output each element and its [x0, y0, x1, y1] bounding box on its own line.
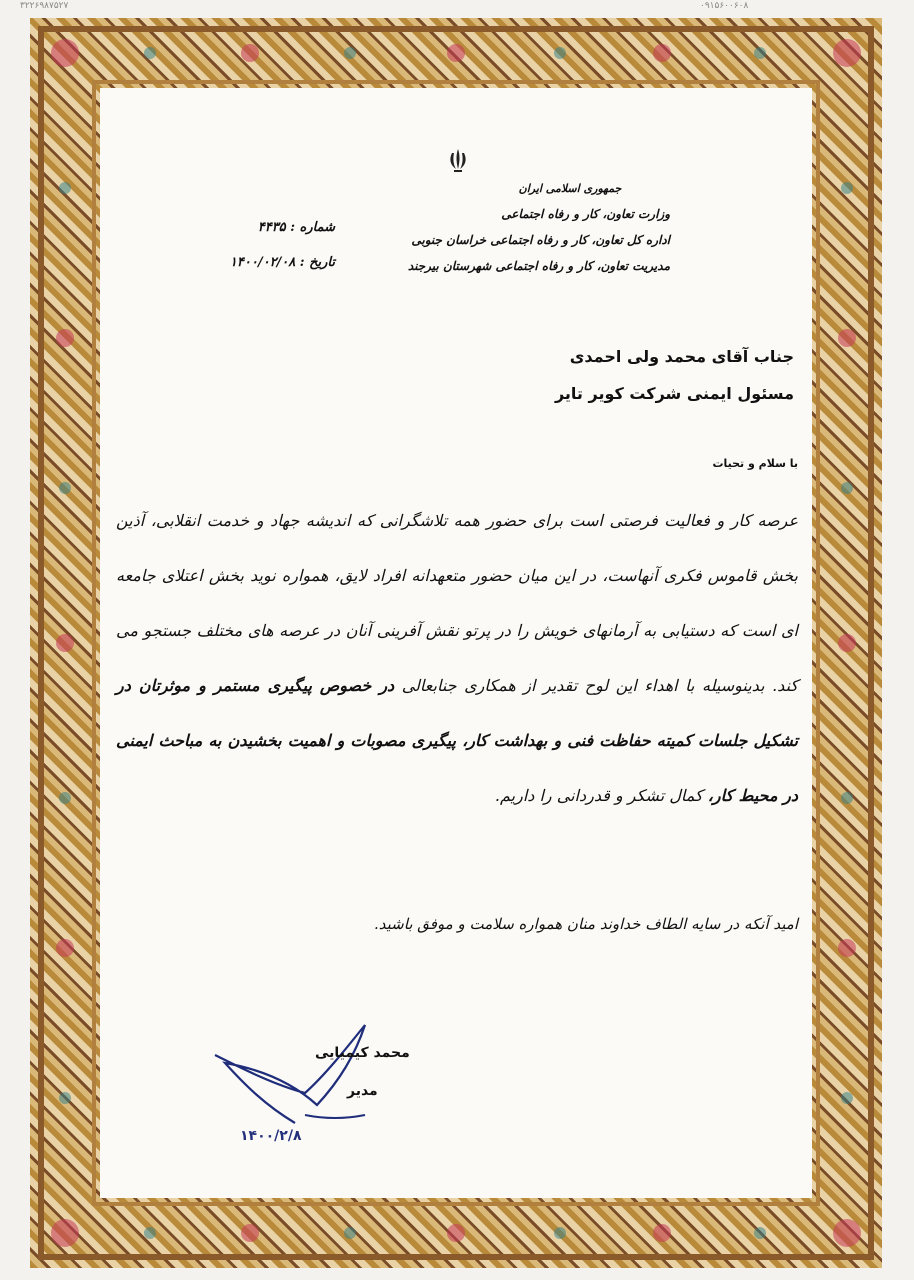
letter-date — [185, 255, 335, 270]
number-value: ۴۴۳۵ — [257, 220, 286, 235]
body-paragraph-2-start: بدینوسیله با اهداء این لوح تقدیر از همکاری جنابعالی — [401, 676, 765, 695]
body-paragraph-2-end: کمال تشکر و قدردانی را داریم. — [494, 786, 703, 805]
signer-block — [315, 1045, 410, 1121]
scan-number-right: ۰۹۱۵۶۰۰۶۰۸ — [700, 1, 749, 11]
date-label: تاریخ : — [299, 255, 335, 270]
signer-role: مدیر — [347, 1083, 378, 1099]
letter-meta — [185, 220, 335, 290]
country-name: جمهوری اسلامی ایران — [518, 182, 622, 195]
iran-emblem-icon — [447, 147, 469, 173]
scan-number-left: ۳۲۲۶۹۸۷۵۲۷ — [20, 1, 69, 11]
signer-name: محمد کیمیایی — [315, 1045, 410, 1061]
recipient-name: جناب آقای محمد ولی احمدی — [569, 347, 794, 366]
scan-header — [0, 0, 914, 14]
signature-date: ۱۴۰۰/۲/۸ — [240, 1128, 302, 1144]
letter-number — [185, 220, 335, 235]
closing-line: امید آنکه در سایه الطاف خداوند منان همواره سلامت و موفق باشید. — [374, 915, 798, 933]
issuer-header — [370, 183, 670, 286]
body-paragraph-2-emphasis: در خصوص پیگیری مستمر و موثرتان در تشکیل جلسات کمیته حفاظت فنی و بهداشت کار، پیگیری مصوبات و اهمیت بخشیدن به مباحث ایمنی در محیط کار، — [116, 676, 799, 805]
recipient-title: مسئول ایمنی شرکت کویر تایر — [554, 384, 794, 403]
number-label: شماره : — [290, 220, 335, 235]
recipient-block — [294, 347, 794, 421]
ministry-name: وزارت تعاون، کار و رفاه اجتماعی — [501, 207, 670, 221]
greeting: با سلام و تحیات — [712, 457, 798, 470]
office-name: مدیریت تعاون، کار و رفاه اجتماعی شهرستان بیرجند — [407, 259, 670, 273]
directorate-name: اداره کل تعاون، کار و رفاه اجتماعی خراسان جنوبی — [411, 233, 670, 247]
body-paragraph-1: عرصه کار و فعالیت فرصتی است برای حضور همه تلاشگرانی که اندیشه جهاد و خدمت انقلابی، آذین بخش قاموس فکری آنهاست، در این میان حضور متعهدانه افراد لایق، همواره نوید بخش اعتلای جامعه ای است که دستیابی به آرمانهای خویش را در پرتو نقش آفرینی آنان در عرصه های مختلف جستجو می کند. — [116, 511, 799, 695]
certificate-content — [110, 95, 804, 1185]
letter-body — [116, 493, 798, 823]
date-value: ۱۴۰۰/۰۲/۰۸ — [229, 255, 296, 270]
